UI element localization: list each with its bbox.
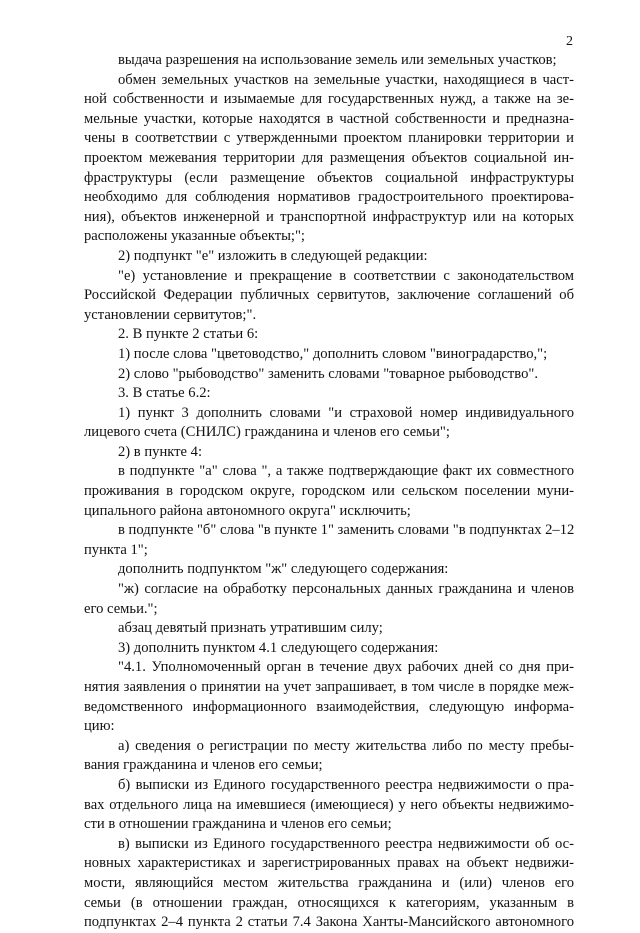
text-line: выдача разрешения на использование земель или земельных участков; — [118, 52, 557, 68]
text-line: ципального района автономного округа" исключить; — [84, 502, 411, 519]
text-line: "е) установление и прекращение в соответствии с законодательством — [118, 267, 574, 284]
text-line: пункта 1"; — [84, 541, 148, 558]
text-line: необходимо для соблюдения нормативов градостроительного проектирова- — [84, 189, 574, 206]
text-line: сти в отношении гражданина и членов его семьи; — [84, 816, 392, 833]
text-line: 1) пункт 3 дополнить словами "и страховой номер индивидуального — [118, 404, 574, 421]
text-line: 2) подпункт "е" изложить в следующей редакции: — [118, 247, 428, 264]
text-line: б) выписки из Единого государственного реестра недвижимости о пра- — [118, 776, 574, 793]
text-line: ной собственности и изымаемые для государственных нужд, а также на зе- — [84, 91, 574, 108]
text-line: вания гражданина и членов его семьи; — [84, 757, 323, 774]
text-line: 1) после слова "цветоводство," дополнить словом "виноградарство,"; — [118, 345, 548, 362]
text-line: его семьи."; — [84, 600, 158, 617]
text-line: 3. В статье 6.2: — [118, 385, 211, 402]
text-line: фраструктуры (если размещение объектов социальной инфраструктуры — [84, 169, 574, 186]
text-line: чены в соответствии с утвержденными проектом планировки территории и — [84, 130, 574, 147]
text-line: подпунктах 2–4 пункта 2 статьи 7.4 Закона Ханты-Мансийского автономного — [84, 914, 574, 931]
text-line: новных характеристиках и зарегистрированных правах на объект недвижи- — [84, 855, 574, 872]
text-line: лицевого счета (СНИЛС) гражданина и членов его семьи"; — [84, 424, 450, 441]
text-line: 2) слово "рыбоводство" заменить словами "товарное рыбоводство". — [118, 365, 538, 382]
text-line: Российской Федерации публичных сервитутов, заключение соглашений об — [84, 287, 574, 304]
text-line: вах отдельного лица на имевшиеся (имеющиеся) у него объекты недвижимо- — [84, 796, 574, 813]
document-body — [84, 51, 574, 933]
text-line: установлении сервитутов;". — [84, 306, 257, 323]
text-line: дополнить подпунктом "ж" следующего содержания: — [118, 561, 449, 578]
page-number: 2 — [566, 34, 573, 49]
text-line: мельные участки, которые находятся в частной собственности и предназна- — [84, 110, 574, 127]
text-line: нятия заявления о принятии на учет запрашивает, в том числе в порядке меж- — [84, 679, 574, 695]
text-line: цию: — [84, 718, 115, 735]
text-line: ведомственного информационного взаимодействия, следующую информа- — [84, 698, 574, 715]
text-line: 2. В пункте 2 статьи 6: — [118, 326, 259, 343]
text-line: в) выписки из Единого государственного реестра недвижимости об ос- — [118, 835, 574, 852]
text-line: ния), объектов инженерной и транспортной инфраструктур или на которых — [84, 208, 574, 225]
text-line: абзац девятый признать утратившим силу; — [118, 620, 383, 637]
text-line: "4.1. Уполномоченный орган в течение двух рабочих дней со дня при- — [118, 659, 574, 676]
text-line: расположены указанные объекты;"; — [84, 228, 305, 245]
text-line: обмен земельных участков на земельные участки, находящиеся в част- — [118, 71, 574, 88]
text-line: 2) в пункте 4: — [118, 443, 203, 460]
text-line: семьи (в отношении граждан, относящихся к категориям, указанным в — [84, 894, 574, 911]
text-line: мости, являющийся местом жительства гражданина и (или) членов его — [84, 874, 574, 891]
text-line: в подпункте "а" слова ", а также подтверждающие факт их совместного — [118, 463, 574, 480]
text-line: "ж) согласие на обработку персональных данных гражданина и членов — [118, 581, 574, 598]
text-line: в подпункте "б" слова "в пункте 1" заменить словами "в подпунктах 2–12 — [118, 522, 574, 539]
text-line: проектом межевания территории для размещения объектов социальной ин- — [84, 149, 574, 166]
text-line: 3) дополнить пунктом 4.1 следующего содержания: — [118, 639, 439, 656]
text-line: проживания в городском округе, городском или сельском поселении муни- — [84, 483, 574, 500]
text-line: а) сведения о регистрации по месту жительства либо по месту пребы- — [118, 737, 574, 754]
